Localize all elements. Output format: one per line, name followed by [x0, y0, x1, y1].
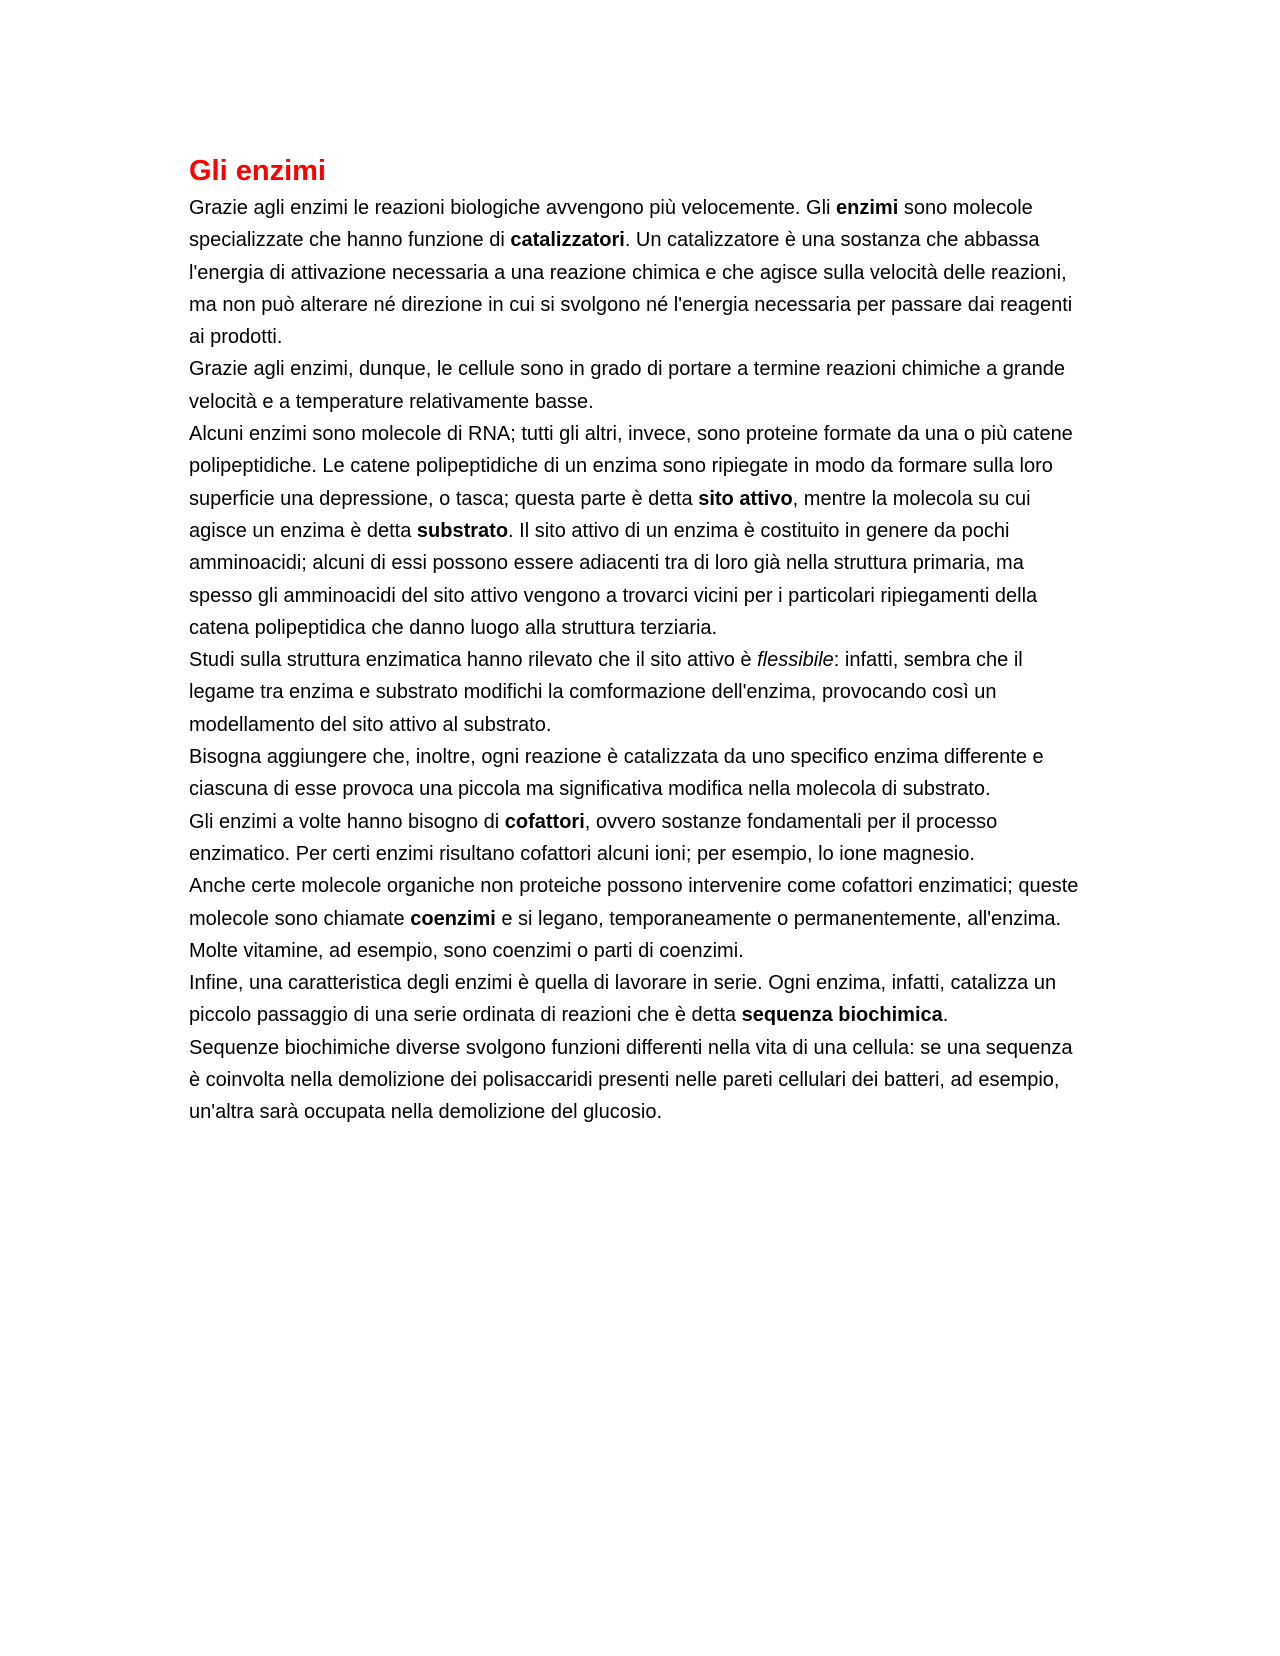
bold-term: cofattori — [504, 810, 585, 833]
paragraph — [189, 644, 1089, 741]
text-run: e si legano, temporaneamente o permanentemente, all'enzima. Molte vitamine, ad esempio, sono coenzimi o parti di coenzimi. — [189, 907, 1062, 962]
bold-term: sequenza biochimica — [741, 1004, 943, 1027]
text-run: Bisogna aggiungere che, inoltre, ogni reazione è catalizzata da uno specifico enzima differente e ciascuna di esse provoca una piccola ma significativa modifica nella molecola di substrato. — [189, 746, 1044, 801]
text-run: Alcuni enzimi sono molecole di RNA; tutti gli altri, invece, sono proteine formate da una o più catene polipeptidiche. Le catene polipeptidiche di un enzima sono ripiegate in modo da formare sulla loro superficie una depressione, o tasca; questa parte è detta — [189, 423, 1073, 510]
text-run: Studi sulla struttura enzimatica hanno rilevato che il sito attivo è — [189, 649, 758, 672]
paragraph — [189, 870, 1089, 967]
bold-term: coenzimi — [410, 907, 496, 930]
text-run: : infatti, sembra che il legame tra enzima e substrato modifichi la comformazione dell'enzima, provocando così un modellamento del sito attivo al substrato. — [189, 649, 1023, 736]
bold-term: catalizzatori — [510, 229, 625, 252]
bold-term: sito attivo — [698, 487, 793, 510]
text-run: Grazie agli enzimi le reazioni biologiche avvengono più velocemente. Gli — [189, 197, 837, 219]
text-run: Grazie agli enzimi, dunque, le cellule sono in grado di portare a termine reazioni chimiche a grande velocità e a temperature relativamente basse. — [189, 358, 1066, 413]
paragraph — [189, 353, 1089, 418]
paragraph — [189, 192, 1089, 353]
document-body — [189, 192, 1089, 1129]
text-run: , ovvero sostanze fondamentali per il processo enzimatico. Per certi enzimi risultano cofattori alcuni ioni; per esempio, lo ione magnesio. — [189, 810, 998, 865]
italic-term: flessibile — [757, 649, 834, 672]
text-run: Anche certe molecole organiche non proteiche possono intervenire come cofattori enzimatici; queste molecole sono chiamate — [189, 875, 1079, 930]
text-run: . — [942, 1004, 949, 1027]
paragraph — [189, 1032, 1089, 1129]
text-run: Gli enzimi a volte hanno bisogno di — [189, 810, 505, 833]
document-title: Gli enzimi — [189, 155, 326, 187]
text-run: . Il sito attivo di un enzima è costituito in genere da pochi amminoacidi; alcuni di essi possono essere adiacenti tra di loro già nella struttura primaria, ma spesso gli amminoacidi del sito attivo vengono a trovarci vicini per i particolari ripiegamenti della catena polipeptidica che danno luogo alla struttura terziaria. — [189, 519, 1038, 639]
paragraph — [189, 741, 1089, 806]
bold-term: enzimi — [836, 197, 899, 219]
bold-term: substrato — [416, 519, 509, 542]
document-page — [189, 150, 1089, 1129]
paragraph — [189, 418, 1089, 644]
text-run: Infine, una caratteristica degli enzimi è quella di lavorare in serie. Ogni enzima, infatti, catalizza un piccolo passaggio di una serie ordinata di reazioni che è detta — [189, 972, 1057, 1027]
paragraph — [189, 967, 1089, 1032]
text-run: , mentre la molecola su cui agisce un enzima è detta — [189, 487, 1031, 542]
text-run: . Un catalizzatore è una sostanza che abbassa l'energia di attivazione necessaria a una reazione chimica e che agisce sulla velocità delle reazioni, ma non può alterare né direzione in cui si svolgono né l'energia necessaria per passare dai reagenti ai prodotti. — [189, 229, 1073, 349]
text-run: Sequenze biochimiche diverse svolgono funzioni differenti nella vita di una cellula: se una sequenza è coinvolta nella demolizione dei polisaccaridi presenti nelle pareti cellulari dei batteri, ad esempio, un'altra sarà occupata nella demolizione del glucosio. — [189, 1036, 1073, 1124]
text-run: sono molecole specializzate che hanno funzione di — [189, 197, 1033, 252]
paragraph — [189, 806, 1089, 871]
